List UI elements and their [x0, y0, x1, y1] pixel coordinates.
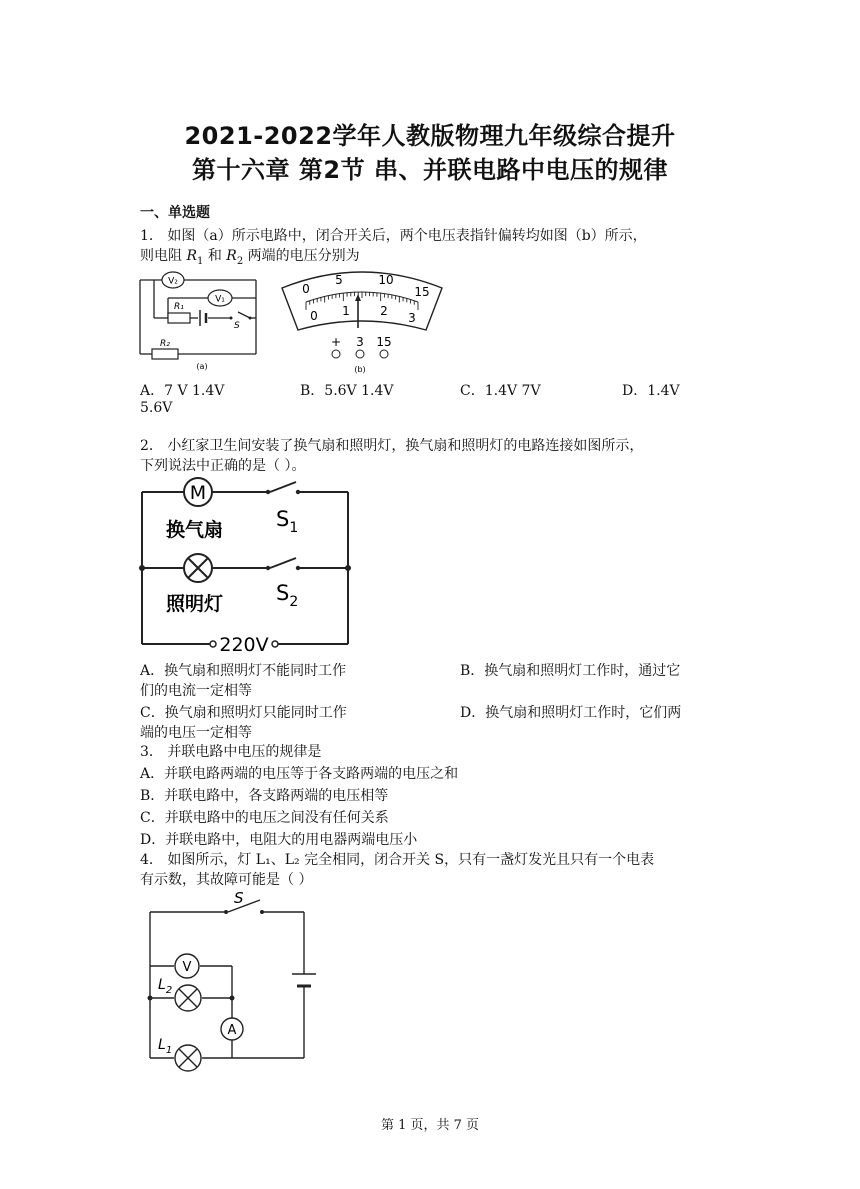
q4-l1-label: $L_1$	[158, 1037, 173, 1056]
q1-option-c[interactable]: C．1.4V 7V	[460, 383, 541, 399]
q2-option-d[interactable]: D．换气扇和照明灯工作时，它们两	[460, 705, 682, 721]
q3-option-a[interactable]: A．并联电路两端的电压等于各支路两端的电压之和	[140, 766, 459, 782]
q2-s2-label: $S_2$	[276, 581, 299, 610]
q1-fig-b-bottom-0: 0	[310, 309, 318, 323]
q2-option-b-wrap: 们的电流一定相等	[140, 683, 252, 699]
q1-fig-a-v2-label: V₂	[168, 276, 178, 287]
q2-figure-circuit	[138, 476, 354, 652]
q1-fig-b-caption: (b)	[354, 365, 366, 374]
q3-option-b[interactable]: B．并联电路中，各支路两端的电压相等	[140, 788, 389, 804]
q2-option-a[interactable]: A．换气扇和照明灯不能同时工作	[140, 663, 347, 679]
q2-stem-line1: 2． 小红家卫生间安装了换气扇和照明灯，换气扇和照明灯的电路连接如图所示，	[140, 438, 644, 454]
q4-v-label: V	[182, 960, 192, 975]
q2-voltage-label: 220V	[219, 634, 269, 652]
q1-fig-b-terminal-3: 3	[356, 335, 364, 349]
q1-fig-b-top-5: 5	[335, 273, 343, 287]
q1-fig-a-r2-label: R₂	[160, 339, 170, 349]
q1-fig-b-terminal-plus: +	[330, 335, 342, 349]
q4-stem-line1: 4． 如图所示，灯 L₁、L₂ 完全相同，闭合开关 S，只有一盏灯发光且只有一个电表	[140, 852, 655, 868]
q1-fig-a-r1-label: R₁	[174, 302, 184, 312]
q3-stem: 3． 并联电路中电压的规律是	[140, 744, 322, 760]
q1-option-d[interactable]: D．1.4V	[622, 383, 680, 399]
document-title-line1: 2021-2022学年人教版物理九年级综合提升	[184, 122, 676, 150]
q1-fig-b-bottom-2: 2	[380, 304, 388, 318]
q1-fig-b-top-0: 0	[302, 282, 310, 296]
q1-stem-line1: 1． 如图（a）所示电路中，闭合开关后，两个电压表指针偏转均如图（b）所示，	[140, 228, 647, 244]
var-r2: R	[226, 248, 237, 264]
q1-fig-b-terminal-15: 15	[376, 335, 392, 349]
q2-lamp-label: 照明灯	[166, 593, 224, 615]
q1-figure-a-circuit	[138, 268, 262, 372]
q1-fig-b-top-15: 15	[414, 285, 430, 299]
q1-fig-a-caption: (a)	[196, 362, 208, 371]
q1-stem-line2: 则电阻 $R_1$ 和 $R_2$ 两端的电压分别为	[140, 248, 360, 267]
q2-option-d-wrap: 端的电压一定相等	[140, 725, 252, 741]
var-r1: R	[186, 248, 197, 264]
q4-s-label: S	[234, 889, 244, 907]
q2-option-c[interactable]: C．换气扇和照明灯只能同时工作	[140, 705, 347, 721]
q1-fig-b-bottom-3: 3	[408, 311, 416, 325]
q1-fig-a-v1-label: V₁	[215, 294, 225, 305]
q2-stem-line2: 下列说法中正确的是（ ）。	[140, 458, 306, 474]
q3-option-c[interactable]: C．并联电路中的电压之间没有任何关系	[140, 810, 389, 826]
q1-option-d-wrap: 5.6V	[140, 400, 173, 416]
q1-fig-b-top-10: 10	[378, 273, 394, 287]
q4-l2-label: $L_2$	[158, 977, 173, 996]
q2-s1-label: $S_1$	[276, 507, 299, 536]
q2-option-b[interactable]: B．换气扇和照明灯工作时，通过它	[460, 663, 681, 679]
q1-fig-b-bottom-1: 1	[342, 304, 350, 318]
q4-figure-circuit	[140, 888, 320, 1074]
q4-stem-line2: 有示数，其故障可能是（ ）	[140, 872, 313, 888]
q1-option-a[interactable]: A．7 V 1.4V	[140, 383, 225, 399]
q2-motor-label: M	[189, 482, 207, 504]
q4-a-label: A	[227, 1023, 237, 1038]
q1-fig-a-s-label: S	[234, 321, 240, 331]
q1-option-b[interactable]: B．5.6V 1.4V	[300, 383, 394, 399]
section-heading: 一、单选题	[140, 205, 210, 221]
page-footer: 第 1 页，共 7 页	[380, 1118, 480, 1133]
q2-fan-label: 换气扇	[166, 519, 224, 541]
document-title-line2: 第十六章 第2节 串、并联电路中电压的规律	[192, 156, 668, 184]
q1-figure-b-voltmeter	[276, 268, 448, 376]
q3-option-d[interactable]: D．并联电路中，电阻大的用电器两端电压小	[140, 832, 418, 848]
